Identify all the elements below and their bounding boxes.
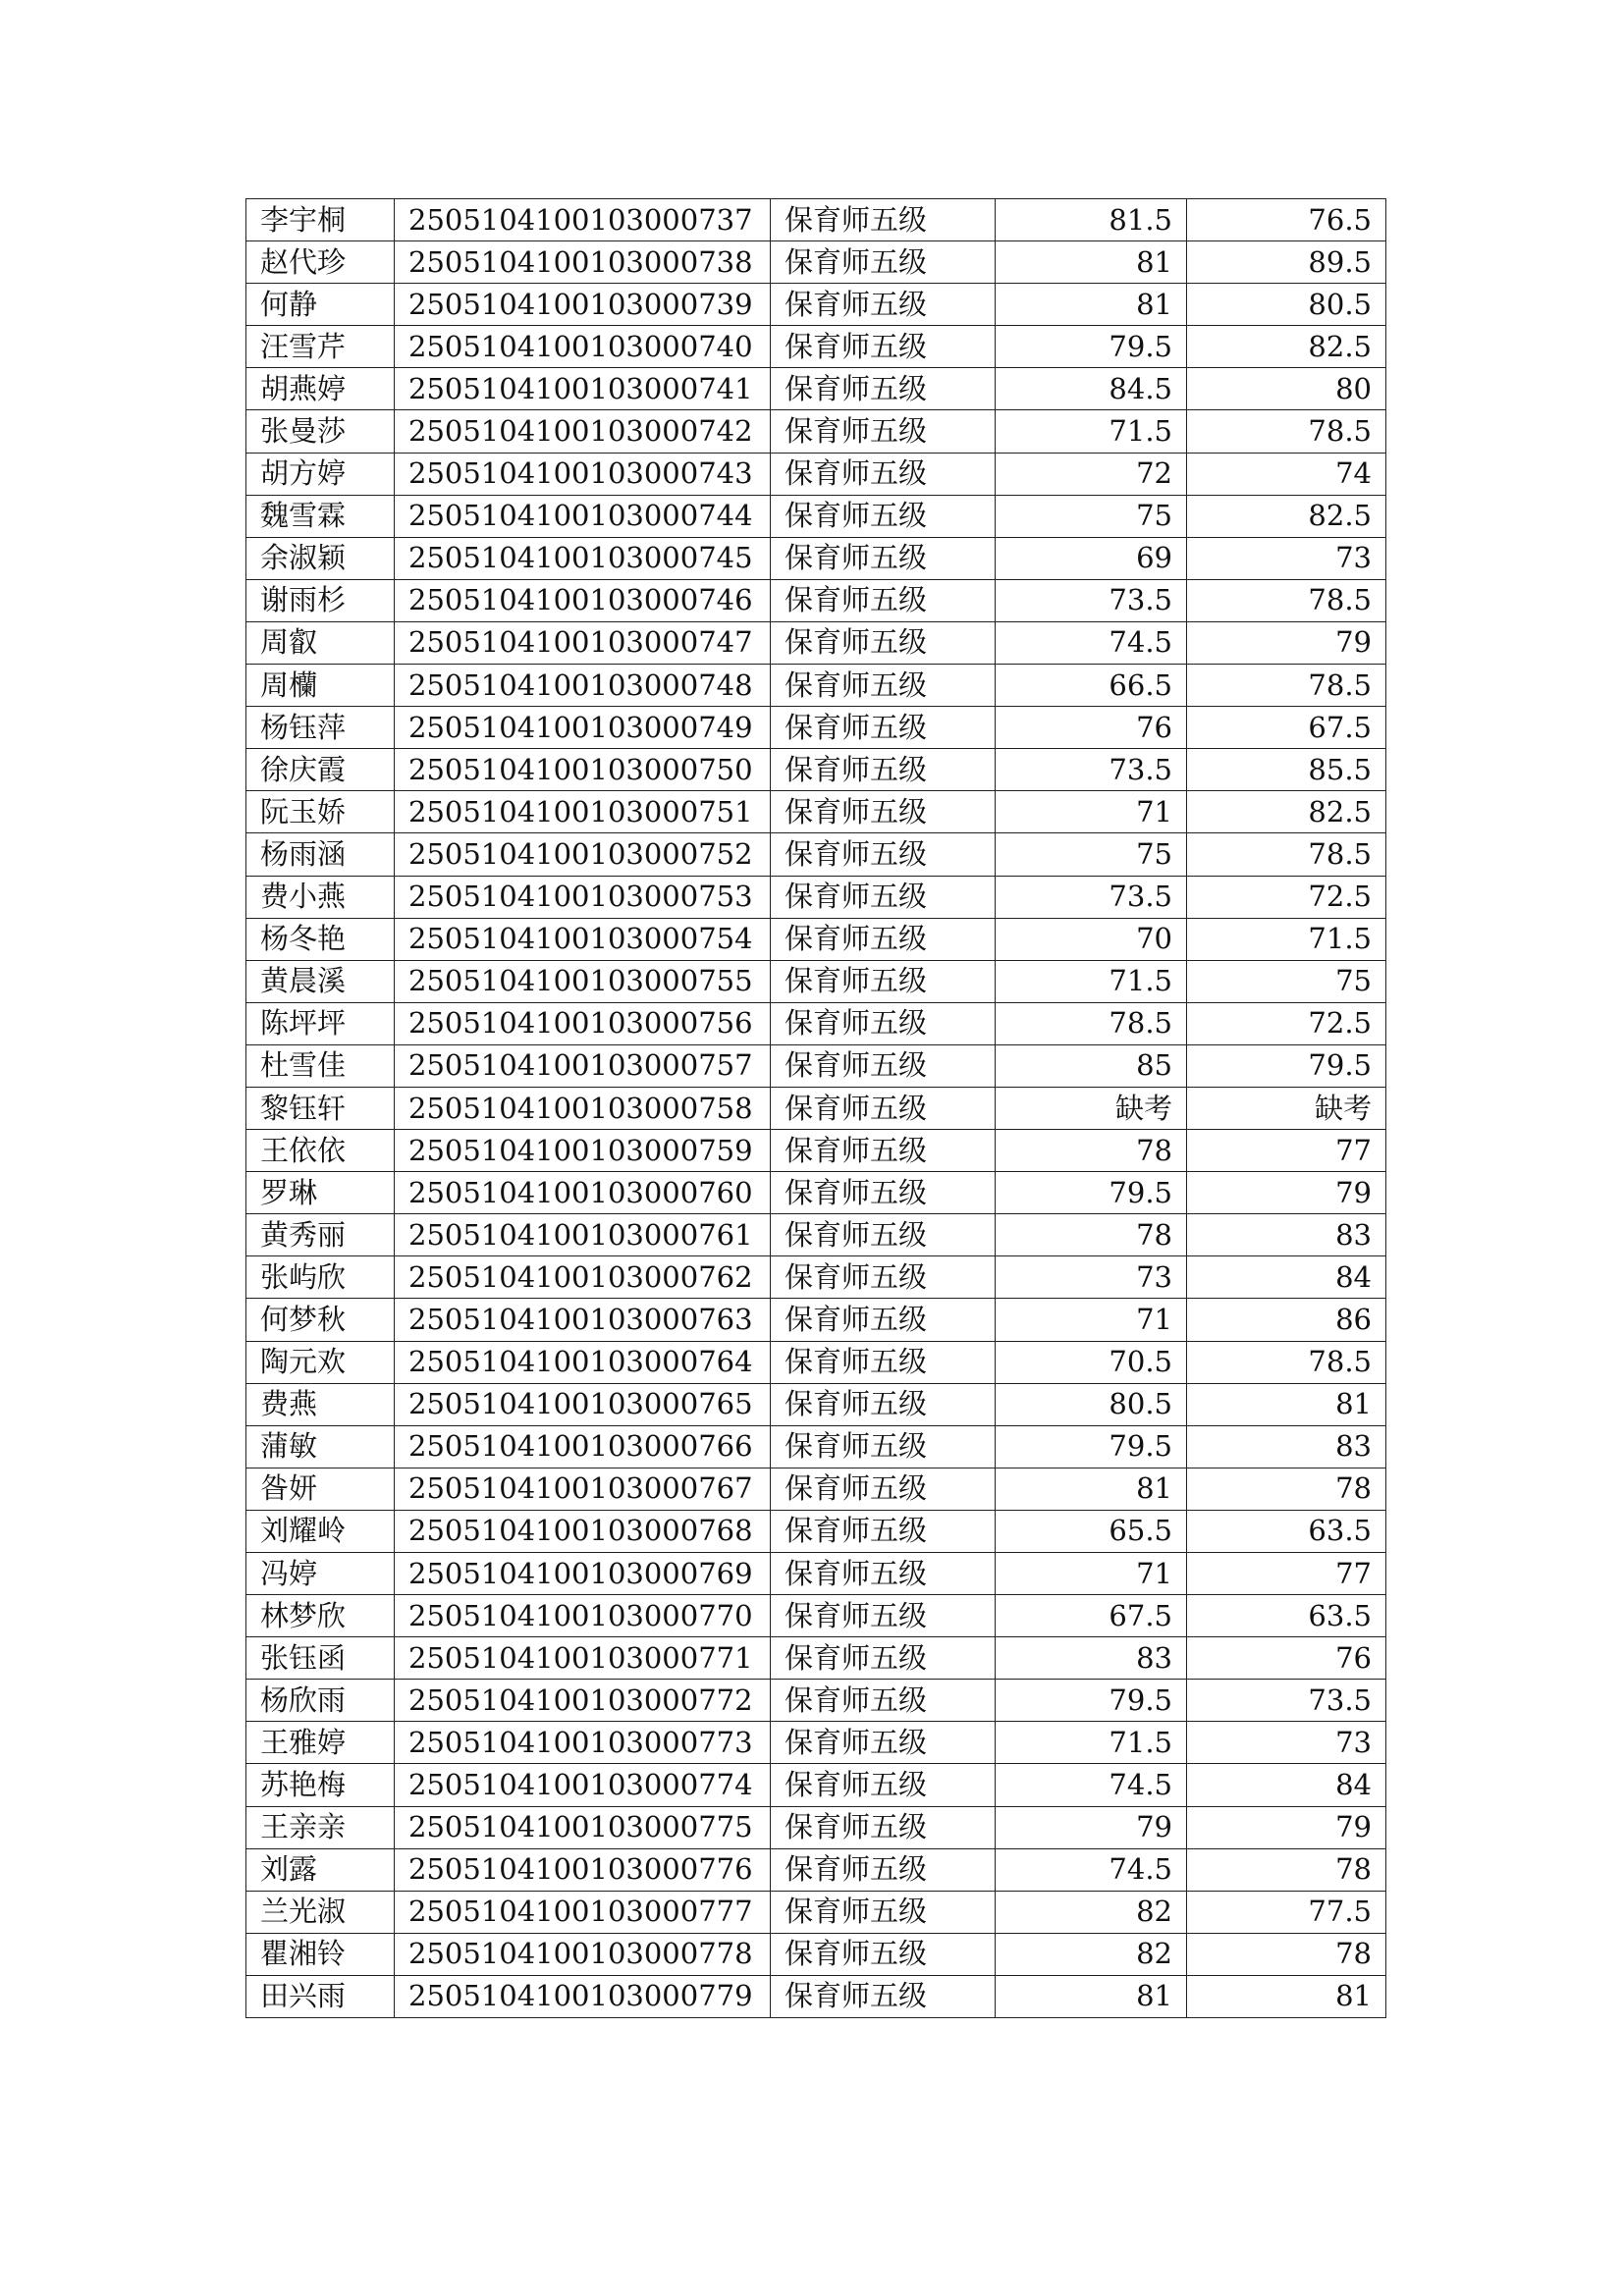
exam-level: 保育师五级 <box>771 410 996 453</box>
candidate-name: 余淑颖 <box>246 537 395 579</box>
candidate-id: 2505104100103000764 <box>395 1341 771 1383</box>
exam-level: 保育师五级 <box>771 537 996 579</box>
score-practical: 78.5 <box>1187 665 1386 707</box>
candidate-id: 2505104100103000744 <box>395 495 771 537</box>
table-row <box>246 960 1386 1002</box>
candidate-name: 陶元欢 <box>246 1341 395 1383</box>
candidate-name: 杨欣雨 <box>246 1680 395 1722</box>
candidate-id: 2505104100103000772 <box>395 1680 771 1722</box>
candidate-id: 2505104100103000756 <box>395 1002 771 1044</box>
candidate-name: 杨钰萍 <box>246 707 395 749</box>
table-row <box>246 1299 1386 1341</box>
candidate-id: 2505104100103000765 <box>395 1383 771 1425</box>
score-practical: 78 <box>1187 1933 1386 1975</box>
candidate-name: 苏艳梅 <box>246 1764 395 1806</box>
score-theory: 72 <box>996 453 1187 495</box>
candidate-name: 陈坪坪 <box>246 1002 395 1044</box>
score-table-body <box>246 199 1386 2018</box>
score-practical: 78.5 <box>1187 1341 1386 1383</box>
exam-level: 保育师五级 <box>771 495 996 537</box>
score-theory: 81 <box>996 1468 1187 1510</box>
candidate-name: 林梦欣 <box>246 1595 395 1637</box>
score-theory: 71 <box>996 1553 1187 1595</box>
candidate-name: 周叡 <box>246 621 395 664</box>
candidate-name: 王依依 <box>246 1130 395 1172</box>
candidate-id: 2505104100103000761 <box>395 1214 771 1256</box>
candidate-name: 李宇桐 <box>246 199 395 241</box>
exam-level: 保育师五级 <box>771 1891 996 1933</box>
candidate-id: 2505104100103000777 <box>395 1891 771 1933</box>
score-practical: 75 <box>1187 960 1386 1002</box>
candidate-name: 张钰函 <box>246 1637 395 1680</box>
table-row <box>246 1933 1386 1975</box>
score-theory: 缺考 <box>996 1087 1187 1129</box>
candidate-id: 2505104100103000738 <box>395 241 771 284</box>
candidate-id: 2505104100103000748 <box>395 665 771 707</box>
candidate-id: 2505104100103000751 <box>395 791 771 833</box>
table-row <box>246 1510 1386 1552</box>
exam-level: 保育师五级 <box>771 1299 996 1341</box>
score-practical: 78 <box>1187 1468 1386 1510</box>
exam-level: 保育师五级 <box>771 1130 996 1172</box>
score-practical: 80 <box>1187 368 1386 410</box>
score-practical: 79 <box>1187 621 1386 664</box>
exam-level: 保育师五级 <box>771 1595 996 1637</box>
score-practical: 84 <box>1187 1256 1386 1299</box>
exam-level: 保育师五级 <box>771 1214 996 1256</box>
score-practical: 79.5 <box>1187 1044 1386 1087</box>
score-theory: 71.5 <box>996 960 1187 1002</box>
table-row <box>246 1764 1386 1806</box>
exam-level: 保育师五级 <box>771 665 996 707</box>
score-theory: 73 <box>996 1256 1187 1299</box>
candidate-id: 2505104100103000779 <box>395 1975 771 2017</box>
candidate-name: 杨雨涵 <box>246 833 395 876</box>
candidate-id: 2505104100103000746 <box>395 579 771 621</box>
candidate-id: 2505104100103000768 <box>395 1510 771 1552</box>
candidate-name: 昝妍 <box>246 1468 395 1510</box>
score-theory: 69 <box>996 537 1187 579</box>
score-theory: 71 <box>996 1299 1187 1341</box>
score-theory: 79.5 <box>996 1425 1187 1468</box>
candidate-name: 刘耀岭 <box>246 1510 395 1552</box>
exam-level: 保育师五级 <box>771 1468 996 1510</box>
candidate-id: 2505104100103000752 <box>395 833 771 876</box>
score-theory: 67.5 <box>996 1595 1187 1637</box>
score-practical: 67.5 <box>1187 707 1386 749</box>
score-theory: 76 <box>996 707 1187 749</box>
score-theory: 73.5 <box>996 579 1187 621</box>
candidate-name: 兰光淑 <box>246 1891 395 1933</box>
exam-level: 保育师五级 <box>771 199 996 241</box>
exam-level: 保育师五级 <box>771 960 996 1002</box>
candidate-id: 2505104100103000771 <box>395 1637 771 1680</box>
exam-level: 保育师五级 <box>771 1172 996 1214</box>
candidate-id: 2505104100103000763 <box>395 1299 771 1341</box>
score-theory: 85 <box>996 1044 1187 1087</box>
candidate-name: 杜雪佳 <box>246 1044 395 1087</box>
table-row <box>246 537 1386 579</box>
score-theory: 71.5 <box>996 1722 1187 1764</box>
candidate-name: 魏雪霖 <box>246 495 395 537</box>
table-row <box>246 579 1386 621</box>
candidate-name: 蒲敏 <box>246 1425 395 1468</box>
table-row <box>246 1130 1386 1172</box>
candidate-name: 黎钰轩 <box>246 1087 395 1129</box>
table-row <box>246 1214 1386 1256</box>
score-practical: 79 <box>1187 1806 1386 1848</box>
score-practical: 76 <box>1187 1637 1386 1680</box>
candidate-name: 黄晨溪 <box>246 960 395 1002</box>
candidate-name: 何梦秋 <box>246 1299 395 1341</box>
candidate-name: 徐庆霞 <box>246 749 395 791</box>
score-practical: 89.5 <box>1187 241 1386 284</box>
candidate-id: 2505104100103000769 <box>395 1553 771 1595</box>
table-row <box>246 1975 1386 2017</box>
score-practical: 77.5 <box>1187 1891 1386 1933</box>
score-theory: 71 <box>996 791 1187 833</box>
score-practical: 63.5 <box>1187 1595 1386 1637</box>
table-row <box>246 326 1386 368</box>
score-theory: 73.5 <box>996 749 1187 791</box>
candidate-name: 刘露 <box>246 1848 395 1891</box>
candidate-id: 2505104100103000742 <box>395 410 771 453</box>
table-row <box>246 1595 1386 1637</box>
score-theory: 81.5 <box>996 199 1187 241</box>
table-row <box>246 495 1386 537</box>
table-row <box>246 1806 1386 1848</box>
score-theory: 73.5 <box>996 876 1187 918</box>
score-theory: 74.5 <box>996 1764 1187 1806</box>
score-theory: 75 <box>996 833 1187 876</box>
candidate-id: 2505104100103000737 <box>395 199 771 241</box>
exam-level: 保育师五级 <box>771 1848 996 1891</box>
exam-level: 保育师五级 <box>771 707 996 749</box>
exam-level: 保育师五级 <box>771 1806 996 1848</box>
table-row <box>246 1002 1386 1044</box>
exam-level: 保育师五级 <box>771 284 996 326</box>
table-row <box>246 749 1386 791</box>
candidate-name: 杨冬艳 <box>246 918 395 960</box>
table-row <box>246 453 1386 495</box>
candidate-name: 何静 <box>246 284 395 326</box>
table-row <box>246 1637 1386 1680</box>
table-row <box>246 876 1386 918</box>
score-practical: 81 <box>1187 1383 1386 1425</box>
candidate-id: 2505104100103000749 <box>395 707 771 749</box>
score-theory: 71.5 <box>996 410 1187 453</box>
exam-level: 保育师五级 <box>771 918 996 960</box>
score-theory: 79.5 <box>996 326 1187 368</box>
table-row <box>246 410 1386 453</box>
candidate-id: 2505104100103000755 <box>395 960 771 1002</box>
score-practical: 86 <box>1187 1299 1386 1341</box>
score-theory: 78 <box>996 1214 1187 1256</box>
score-practical: 76.5 <box>1187 199 1386 241</box>
score-theory: 70.5 <box>996 1341 1187 1383</box>
candidate-name: 汪雪芹 <box>246 326 395 368</box>
exam-level: 保育师五级 <box>771 326 996 368</box>
table-row <box>246 241 1386 284</box>
candidate-id: 2505104100103000739 <box>395 284 771 326</box>
table-row <box>246 1044 1386 1087</box>
candidate-id: 2505104100103000757 <box>395 1044 771 1087</box>
table-row <box>246 368 1386 410</box>
table-row <box>246 833 1386 876</box>
table-row <box>246 1256 1386 1299</box>
score-theory: 82 <box>996 1933 1187 1975</box>
exam-level: 保育师五级 <box>771 241 996 284</box>
table-row <box>246 1341 1386 1383</box>
score-practical: 78 <box>1187 1848 1386 1891</box>
score-theory: 75 <box>996 495 1187 537</box>
candidate-id: 2505104100103000743 <box>395 453 771 495</box>
score-practical: 79 <box>1187 1172 1386 1214</box>
candidate-id: 2505104100103000767 <box>395 1468 771 1510</box>
candidate-id: 2505104100103000741 <box>395 368 771 410</box>
exam-level: 保育师五级 <box>771 791 996 833</box>
table-row <box>246 621 1386 664</box>
candidate-id: 2505104100103000753 <box>395 876 771 918</box>
score-practical: 72.5 <box>1187 876 1386 918</box>
table-row <box>246 1383 1386 1425</box>
exam-level: 保育师五级 <box>771 621 996 664</box>
candidate-id: 2505104100103000750 <box>395 749 771 791</box>
exam-level: 保育师五级 <box>771 1383 996 1425</box>
score-practical: 63.5 <box>1187 1510 1386 1552</box>
candidate-name: 周欗 <box>246 665 395 707</box>
table-row <box>246 284 1386 326</box>
score-theory: 82 <box>996 1891 1187 1933</box>
exam-level: 保育师五级 <box>771 1256 996 1299</box>
score-practical: 81 <box>1187 1975 1386 2017</box>
score-theory: 74.5 <box>996 1848 1187 1891</box>
score-practical: 73 <box>1187 1722 1386 1764</box>
score-practical: 缺考 <box>1187 1087 1386 1129</box>
score-practical: 78.5 <box>1187 833 1386 876</box>
candidate-name: 胡方婷 <box>246 453 395 495</box>
score-practical: 73.5 <box>1187 1680 1386 1722</box>
exam-level: 保育师五级 <box>771 1637 996 1680</box>
exam-level: 保育师五级 <box>771 1553 996 1595</box>
score-theory: 79.5 <box>996 1680 1187 1722</box>
table-row <box>246 1468 1386 1510</box>
score-theory: 74.5 <box>996 621 1187 664</box>
exam-level: 保育师五级 <box>771 579 996 621</box>
score-theory: 80.5 <box>996 1383 1187 1425</box>
score-practical: 82.5 <box>1187 495 1386 537</box>
score-practical: 71.5 <box>1187 918 1386 960</box>
score-table <box>245 198 1386 2018</box>
table-row <box>246 1891 1386 1933</box>
candidate-id: 2505104100103000745 <box>395 537 771 579</box>
candidate-name: 瞿湘铃 <box>246 1933 395 1975</box>
candidate-name: 谢雨杉 <box>246 579 395 621</box>
table-row <box>246 1087 1386 1129</box>
candidate-name: 费燕 <box>246 1383 395 1425</box>
score-practical: 78.5 <box>1187 410 1386 453</box>
candidate-name: 张屿欣 <box>246 1256 395 1299</box>
candidate-id: 2505104100103000759 <box>395 1130 771 1172</box>
table-row <box>246 707 1386 749</box>
candidate-name: 黄秀丽 <box>246 1214 395 1256</box>
score-practical: 77 <box>1187 1553 1386 1595</box>
candidate-name: 赵代珍 <box>246 241 395 284</box>
score-practical: 84 <box>1187 1764 1386 1806</box>
exam-level: 保育师五级 <box>771 1680 996 1722</box>
score-theory: 84.5 <box>996 368 1187 410</box>
score-theory: 79.5 <box>996 1172 1187 1214</box>
table-row <box>246 918 1386 960</box>
exam-level: 保育师五级 <box>771 1087 996 1129</box>
candidate-id: 2505104100103000773 <box>395 1722 771 1764</box>
score-practical: 78.5 <box>1187 579 1386 621</box>
candidate-id: 2505104100103000754 <box>395 918 771 960</box>
candidate-name: 田兴雨 <box>246 1975 395 2017</box>
candidate-name: 王亲亲 <box>246 1806 395 1848</box>
table-row <box>246 1425 1386 1468</box>
candidate-id: 2505104100103000747 <box>395 621 771 664</box>
table-row <box>246 1848 1386 1891</box>
exam-level: 保育师五级 <box>771 1425 996 1468</box>
candidate-id: 2505104100103000775 <box>395 1806 771 1848</box>
candidate-name: 张曼莎 <box>246 410 395 453</box>
candidate-id: 2505104100103000740 <box>395 326 771 368</box>
candidate-name: 费小燕 <box>246 876 395 918</box>
candidate-name: 冯婷 <box>246 1553 395 1595</box>
candidate-id: 2505104100103000762 <box>395 1256 771 1299</box>
exam-level: 保育师五级 <box>771 876 996 918</box>
exam-level: 保育师五级 <box>771 1341 996 1383</box>
exam-level: 保育师五级 <box>771 368 996 410</box>
exam-level: 保育师五级 <box>771 1510 996 1552</box>
exam-level: 保育师五级 <box>771 749 996 791</box>
candidate-id: 2505104100103000758 <box>395 1087 771 1129</box>
exam-level: 保育师五级 <box>771 1044 996 1087</box>
score-practical: 83 <box>1187 1214 1386 1256</box>
score-practical: 82.5 <box>1187 791 1386 833</box>
score-theory: 81 <box>996 1975 1187 2017</box>
score-theory: 78.5 <box>996 1002 1187 1044</box>
candidate-name: 阮玉娇 <box>246 791 395 833</box>
candidate-name: 王雅婷 <box>246 1722 395 1764</box>
table-row <box>246 1722 1386 1764</box>
candidate-id: 2505104100103000760 <box>395 1172 771 1214</box>
score-theory: 79 <box>996 1806 1187 1848</box>
exam-level: 保育师五级 <box>771 1933 996 1975</box>
table-row <box>246 199 1386 241</box>
score-practical: 73 <box>1187 537 1386 579</box>
score-theory: 70 <box>996 918 1187 960</box>
candidate-id: 2505104100103000774 <box>395 1764 771 1806</box>
exam-level: 保育师五级 <box>771 1975 996 2017</box>
score-practical: 77 <box>1187 1130 1386 1172</box>
score-theory: 81 <box>996 241 1187 284</box>
candidate-id: 2505104100103000770 <box>395 1595 771 1637</box>
exam-level: 保育师五级 <box>771 833 996 876</box>
table-row <box>246 791 1386 833</box>
score-theory: 65.5 <box>996 1510 1187 1552</box>
score-practical: 74 <box>1187 453 1386 495</box>
score-practical: 83 <box>1187 1425 1386 1468</box>
score-practical: 80.5 <box>1187 284 1386 326</box>
candidate-id: 2505104100103000778 <box>395 1933 771 1975</box>
exam-level: 保育师五级 <box>771 1722 996 1764</box>
score-theory: 78 <box>996 1130 1187 1172</box>
score-theory: 83 <box>996 1637 1187 1680</box>
exam-level: 保育师五级 <box>771 1764 996 1806</box>
candidate-id: 2505104100103000766 <box>395 1425 771 1468</box>
score-practical: 72.5 <box>1187 1002 1386 1044</box>
table-row <box>246 1680 1386 1722</box>
score-theory: 81 <box>996 284 1187 326</box>
table-row <box>246 1553 1386 1595</box>
candidate-name: 罗琳 <box>246 1172 395 1214</box>
exam-level: 保育师五级 <box>771 453 996 495</box>
candidate-id: 2505104100103000776 <box>395 1848 771 1891</box>
table-row <box>246 1172 1386 1214</box>
candidate-name: 胡燕婷 <box>246 368 395 410</box>
exam-level: 保育师五级 <box>771 1002 996 1044</box>
table-row <box>246 665 1386 707</box>
score-theory: 66.5 <box>996 665 1187 707</box>
score-practical: 82.5 <box>1187 326 1386 368</box>
score-practical: 85.5 <box>1187 749 1386 791</box>
